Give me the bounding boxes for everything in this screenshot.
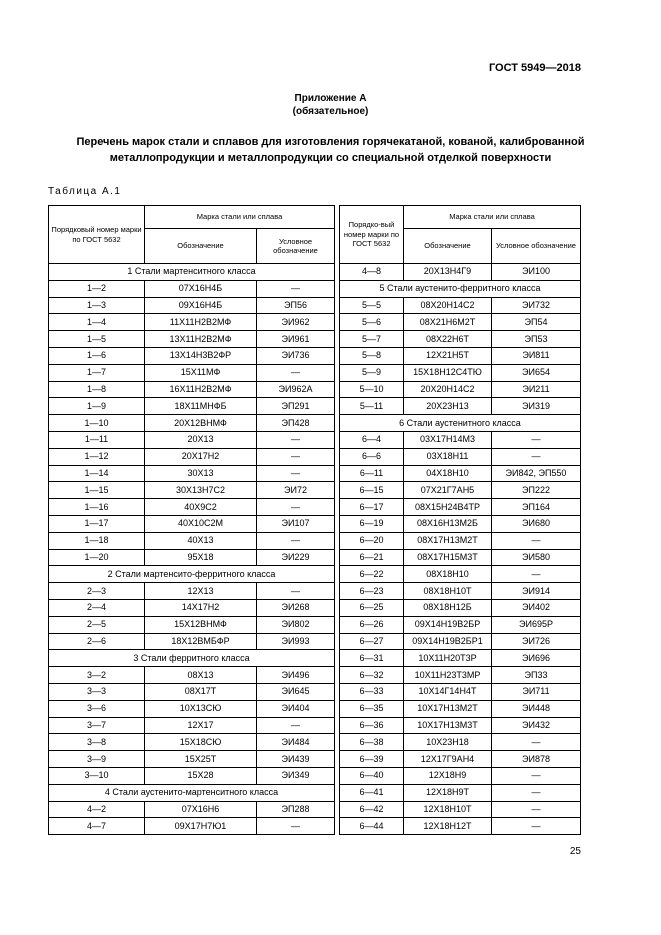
grade-designation: 12Х13 [145,583,257,600]
grade-number: 6—26 [340,616,404,633]
table-row [340,566,581,583]
grade-number: 1—17 [49,515,145,532]
table-row [49,347,335,364]
grade-designation: 14Х17Н2 [145,599,257,616]
col-header-designation: Обозначение [404,229,492,264]
grade-designation: 15Х25Т [145,751,257,768]
grade-designation: 13Х14Н3В2ФР [145,347,257,364]
grade-designation: 09Х14Н19В2БР [404,616,492,633]
grade-number: 5—8 [340,347,404,364]
grade-designation: 03Х18Н11 [404,448,492,465]
grade-number: 3—8 [49,734,145,751]
grade-conditional: ЭИ914 [492,583,581,600]
grade-number: 3—9 [49,751,145,768]
grade-conditional: ЭИ402 [492,599,581,616]
grade-designation: 12Х18Н9 [404,767,492,784]
grade-number: 4—2 [49,801,145,818]
grade-conditional: — [257,532,335,549]
grade-conditional: ЭИ319 [492,398,581,415]
grade-conditional: ЭИ107 [257,515,335,532]
grade-designation: 16Х11Н2В2МФ [145,381,257,398]
table-row [340,650,581,667]
grade-conditional: ЭП428 [257,415,335,432]
col-header-brand: Марка стали или сплава [145,206,335,229]
table-row [340,482,581,499]
grade-conditional: ЭП222 [492,482,581,499]
grade-conditional: — [257,465,335,482]
grade-conditional: ЭИ696 [492,650,581,667]
grade-number: 1—14 [49,465,145,482]
grade-conditional: — [492,818,581,835]
grade-conditional: ЭИ432 [492,717,581,734]
section-title: 6 Стали аустенитного класса [340,415,581,432]
grade-number: 1—12 [49,448,145,465]
table-row [340,398,581,415]
table-row [340,381,581,398]
section-title: 4 Стали аустенито-мартенситного класса [49,784,335,801]
grade-conditional: ЭИ496 [257,667,335,684]
table-row [340,583,581,600]
section-title: 1 Стали мартенситного класса [49,264,335,281]
table-row [340,465,581,482]
grade-designation: 09Х14Н19В2БР1 [404,633,492,650]
grade-conditional: ЭИ695Р [492,616,581,633]
grade-number: 5—7 [340,331,404,348]
grade-number: 6—11 [340,465,404,482]
grade-conditional: ЭИ961 [257,331,335,348]
table-row [340,297,581,314]
grade-designation: 08Х18Н10 [404,566,492,583]
grade-designation: 15Х18Н12С4ТЮ [404,364,492,381]
grade-conditional: — [492,448,581,465]
grade-conditional: ЭИ711 [492,683,581,700]
grade-designation: 10Х13СЮ [145,700,257,717]
table-row [49,532,335,549]
grade-number: 6—40 [340,767,404,784]
grade-number: 6—20 [340,532,404,549]
col-header-conditional: Условное обозначение [257,229,335,264]
grade-number: 6—21 [340,549,404,566]
grade-number: 6—44 [340,818,404,835]
grade-number: 6—17 [340,499,404,516]
grade-number: 6—6 [340,448,404,465]
table-row [340,549,581,566]
grade-conditional: ЭИ211 [492,381,581,398]
grade-number: 1—10 [49,415,145,432]
grade-number: 6—41 [340,784,404,801]
grade-conditional: — [257,818,335,835]
table-row [340,599,581,616]
grade-designation: 11Х11Н2В2МФ [145,314,257,331]
grade-designation: 08Х18Н12Б [404,599,492,616]
grade-designation: 08Х17Т [145,683,257,700]
grade-conditional: ЭП164 [492,499,581,516]
table-row [340,364,581,381]
table-row [49,700,335,717]
table-row [49,297,335,314]
grade-conditional: — [257,448,335,465]
grade-conditional: — [492,734,581,751]
grade-conditional: — [257,583,335,600]
appendix-heading [0,92,661,118]
table-row [49,767,335,784]
section-row [49,650,335,667]
grade-number: 1—7 [49,364,145,381]
section-row [49,784,335,801]
grade-conditional: ЭИ580 [492,549,581,566]
col-header-designation: Обозначение [145,229,257,264]
table-row [49,314,335,331]
grade-conditional: ЭИ878 [492,751,581,768]
grade-designation: 03Х17Н14М3 [404,431,492,448]
grade-designation: 07Х21Г7АН5 [404,482,492,499]
grade-number: 4—7 [49,818,145,835]
document-title [40,134,621,166]
table-row [49,499,335,516]
grade-designation: 08Х13 [145,667,257,684]
grade-conditional: — [492,566,581,583]
grade-designation: 08Х20Н14С2 [404,297,492,314]
grade-number: 3—6 [49,700,145,717]
table-row [340,264,581,281]
appendix-status: (обязательное) [292,106,369,117]
grade-number: 6—19 [340,515,404,532]
grade-conditional: ЭП291 [257,398,335,415]
table-row [340,515,581,532]
table-row [49,683,335,700]
grade-designation: 08Х21Н6М2Т [404,314,492,331]
grade-number: 5—5 [340,297,404,314]
steel-table-left [48,205,335,835]
grade-designation: 10Х17Н13М3Т [404,717,492,734]
grade-designation: 08Х17Н15М3Т [404,549,492,566]
grade-number: 1—18 [49,532,145,549]
grade-conditional: ЭИ229 [257,549,335,566]
grade-number: 1—11 [49,431,145,448]
table-row [49,381,335,398]
table-row [340,331,581,348]
grade-conditional: ЭИ842, ЭП550 [492,465,581,482]
grade-designation: 10Х11Н23Т3МР [404,667,492,684]
grade-number: 6—22 [340,566,404,583]
grade-number: 1—20 [49,549,145,566]
grade-number: 3—7 [49,717,145,734]
grade-conditional: — [257,364,335,381]
grade-number: 1—16 [49,499,145,516]
col-header-number: Порядковый номер марки по ГОСТ 5632 [49,206,145,264]
table-row [340,751,581,768]
grade-designation: 30Х13 [145,465,257,482]
grade-number: 6—38 [340,734,404,751]
grade-number: 2—3 [49,583,145,600]
appendix-title: Приложение А [294,93,367,104]
title-line-1: Перечень марок стали и сплавов для изготовления горячекатаной, кованой, калиброванной [76,136,585,148]
table-row [49,331,335,348]
grade-designation: 15Х11МФ [145,364,257,381]
table-row [340,532,581,549]
table-row [49,583,335,600]
grade-number: 1—8 [49,381,145,398]
grade-designation: 40Х10С2М [145,515,257,532]
table-row [49,616,335,633]
grade-number: 3—10 [49,767,145,784]
standard-number: ГОСТ 5949—2018 [488,62,581,74]
col-header-number: Порядко-вый номер марки по ГОСТ 5632 [340,206,404,264]
grade-conditional: — [257,717,335,734]
table-row [49,364,335,381]
grade-designation: 08Х17Н13М2Т [404,532,492,549]
grade-number: 2—6 [49,633,145,650]
grade-number: 2—4 [49,599,145,616]
grade-designation: 12Х17 [145,717,257,734]
grade-designation: 10Х17Н13М2Т [404,700,492,717]
grade-conditional: ЭИ811 [492,347,581,364]
grade-conditional: ЭИ484 [257,734,335,751]
grade-number: 1—15 [49,482,145,499]
grade-conditional: ЭИ802 [257,616,335,633]
grade-number: 1—6 [49,347,145,364]
grade-conditional: ЭИ732 [492,297,581,314]
grade-conditional: ЭИ645 [257,683,335,700]
grade-designation: 95Х18 [145,549,257,566]
table-row [340,347,581,364]
grade-number: 6—25 [340,599,404,616]
table-row [49,599,335,616]
grade-conditional: ЭИ349 [257,767,335,784]
grade-conditional: ЭП53 [492,331,581,348]
grade-conditional: ЭИ268 [257,599,335,616]
table-label: Таблица А.1 [48,186,122,197]
grade-designation: 20Х12ВНМФ [145,415,257,432]
grade-number: 5—11 [340,398,404,415]
col-header-brand: Марка стали или сплава [404,206,581,229]
grade-designation: 10Х11Н20Т3Р [404,650,492,667]
grade-designation: 20Х13Н4Г9 [404,264,492,281]
grade-designation: 09Х17Н7Ю1 [145,818,257,835]
grade-designation: 18Х12ВМБФР [145,633,257,650]
section-row [49,264,335,281]
section-title: 5 Стали аустенито-ферритного класса [340,280,581,297]
grade-designation: 08Х16Н13М2Б [404,515,492,532]
table-row [340,448,581,465]
grade-number: 1—2 [49,280,145,297]
grade-number: 1—5 [49,331,145,348]
grade-conditional: ЭИ993 [257,633,335,650]
grade-designation: 10Х14Г14Н4Т [404,683,492,700]
table-row [340,801,581,818]
grade-designation: 12Х18Н10Т [404,801,492,818]
table-row [49,751,335,768]
grade-conditional: — [492,767,581,784]
grade-conditional: ЭИ100 [492,264,581,281]
grade-number: 6—15 [340,482,404,499]
grade-designation: 13Х11Н2В2МФ [145,331,257,348]
grade-conditional: ЭП56 [257,297,335,314]
grade-designation: 40Х13 [145,532,257,549]
section-title: 3 Стали ферритного класса [49,650,335,667]
grade-conditional: ЭИ72 [257,482,335,499]
grade-designation: 30Х13Н7С2 [145,482,257,499]
table-row [340,683,581,700]
grade-number: 6—4 [340,431,404,448]
grade-number: 5—10 [340,381,404,398]
grade-number: 3—3 [49,683,145,700]
table-row [340,734,581,751]
table-row [340,784,581,801]
grade-conditional: ЭИ654 [492,364,581,381]
table-row [49,734,335,751]
grade-designation: 08Х18Н10Т [404,583,492,600]
table-row [340,431,581,448]
grade-number: 6—23 [340,583,404,600]
section-title: 2 Стали мартенсито-ферритного класса [49,566,335,583]
grade-designation: 12Х21Н5Т [404,347,492,364]
grade-designation: 20Х17Н2 [145,448,257,465]
table-row [49,549,335,566]
grade-conditional: — [492,532,581,549]
grade-number: 6—35 [340,700,404,717]
grade-designation: 20Х13 [145,431,257,448]
grade-number: 6—36 [340,717,404,734]
grade-designation: 08Х22Н6Т [404,331,492,348]
grade-designation: 40Х9С2 [145,499,257,516]
grade-conditional: ЭП288 [257,801,335,818]
grade-designation: 20Х20Н14С2 [404,381,492,398]
grade-number: 4—8 [340,264,404,281]
grade-designation: 15Х12ВНМФ [145,616,257,633]
grade-designation: 12Х18Н9Т [404,784,492,801]
grade-designation: 04Х18Н10 [404,465,492,482]
grade-conditional: — [257,280,335,297]
table-row [49,398,335,415]
grade-designation: 08Х15Н24В4ТР [404,499,492,516]
grade-number: 2—5 [49,616,145,633]
table-row [49,515,335,532]
grade-number: 5—9 [340,364,404,381]
grade-conditional: ЭИ680 [492,515,581,532]
grade-conditional: — [492,784,581,801]
grade-number: 6—42 [340,801,404,818]
grade-number: 1—9 [49,398,145,415]
table-row [49,482,335,499]
grade-conditional: — [257,499,335,516]
grade-conditional: — [492,431,581,448]
title-line-2: металлопродукции и металлопродукции со специальной отделкой поверхности [109,152,552,164]
grade-conditional: ЭИ404 [257,700,335,717]
grade-conditional: — [492,801,581,818]
grade-designation: 15Х18СЮ [145,734,257,751]
grade-designation: 15Х28 [145,767,257,784]
table-row [340,499,581,516]
grade-number: 1—3 [49,297,145,314]
grade-conditional: ЭИ448 [492,700,581,717]
table-row [49,818,335,835]
page-number: 25 [569,846,581,857]
table-row [49,717,335,734]
grade-conditional: ЭП54 [492,314,581,331]
grade-number: 6—33 [340,683,404,700]
table-row [49,667,335,684]
grade-number: 6—31 [340,650,404,667]
table-row [49,415,335,432]
grade-designation: 12Х17Г9АН4 [404,751,492,768]
grade-designation: 12Х18Н12Т [404,818,492,835]
table-row [340,818,581,835]
grade-designation: 07Х16Н4Б [145,280,257,297]
table-row [340,717,581,734]
section-row [49,566,335,583]
grade-number: 6—27 [340,633,404,650]
table-row [340,767,581,784]
table-row [340,633,581,650]
grade-number: 3—2 [49,667,145,684]
grade-number: 6—32 [340,667,404,684]
table-row [49,465,335,482]
table-row [340,700,581,717]
grade-designation: 20Х23Н13 [404,398,492,415]
section-row [340,415,581,432]
grade-number: 1—4 [49,314,145,331]
grade-conditional: ЭИ962А [257,381,335,398]
grade-designation: 09Х16Н4Б [145,297,257,314]
table-row [49,431,335,448]
grade-conditional: ЭИ736 [257,347,335,364]
table-row [49,801,335,818]
table-row [49,448,335,465]
table-row [340,314,581,331]
grade-conditional: ЭИ962 [257,314,335,331]
steel-table-right [339,205,581,835]
grade-number: 6—39 [340,751,404,768]
grade-conditional: — [257,431,335,448]
table-row [340,616,581,633]
col-header-conditional: Условное обозначение [492,229,581,264]
table-row [340,667,581,684]
grade-designation: 07Х16Н6 [145,801,257,818]
grade-conditional: ЭП33 [492,667,581,684]
section-row [340,280,581,297]
grade-designation: 10Х23Н18 [404,734,492,751]
grade-designation: 18Х11МНФБ [145,398,257,415]
grade-conditional: ЭИ726 [492,633,581,650]
table-row [49,280,335,297]
grade-number: 5—6 [340,314,404,331]
table-row [49,633,335,650]
grade-conditional: ЭИ439 [257,751,335,768]
